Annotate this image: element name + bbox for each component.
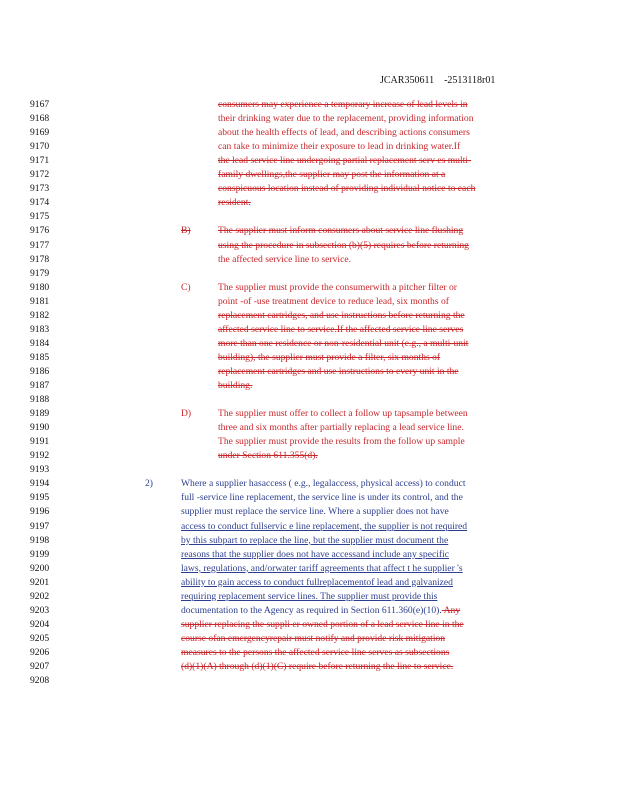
line-text xyxy=(218,337,468,351)
document-line xyxy=(0,140,618,154)
line-number: 9187 xyxy=(30,380,50,391)
line-number: 9169 xyxy=(30,127,50,139)
line-number: 9206 xyxy=(30,646,50,658)
line-number: 9174 xyxy=(30,197,50,209)
subsection-label: C) xyxy=(181,281,191,293)
line-number: 9179 xyxy=(30,267,50,279)
line-number: 9207 xyxy=(30,661,50,672)
line-number: 9188 xyxy=(30,394,50,406)
document-line xyxy=(0,660,618,674)
line-text xyxy=(181,618,464,632)
line-text-segment: the affected service line to service. xyxy=(218,253,352,265)
document-line xyxy=(0,674,618,688)
document-line xyxy=(0,267,618,281)
line-text xyxy=(218,112,474,126)
line-number: 9199 xyxy=(30,548,50,560)
line-text xyxy=(181,520,467,534)
line-number: 9178 xyxy=(30,253,50,265)
line-number: 9202 xyxy=(30,590,50,602)
line-text-segment: measures to the persons the affected service line serves as subsections xyxy=(181,646,450,658)
line-text-segment: replacement cartridges, and use instructions before returning the xyxy=(218,309,465,321)
line-text xyxy=(218,126,470,140)
line-number: 9176 xyxy=(30,225,50,237)
line-text-segment: by this subpart to replace the line, but the supplier must document the xyxy=(181,534,449,546)
line-number: 9175 xyxy=(30,211,50,223)
document-line xyxy=(0,281,618,295)
line-text xyxy=(218,449,318,463)
document-line xyxy=(0,534,618,548)
document-line xyxy=(0,253,618,267)
line-text-segment: can take to minimize their exposure to lead in drinking water.If xyxy=(218,141,461,153)
document-line xyxy=(0,421,618,435)
line-text xyxy=(218,239,469,253)
document-line xyxy=(0,435,618,449)
line-text-segment: affected service line to service.If the affected service line serves xyxy=(218,323,464,335)
line-text xyxy=(218,407,468,421)
line-text xyxy=(181,590,437,604)
line-text-segment: documentation to the Agency as required in Section 611.360(e)(10). xyxy=(181,604,442,616)
line-text-segment: building. xyxy=(218,380,253,391)
line-text-segment: requiring replacement service lines. The supplier must provide this xyxy=(181,590,438,602)
line-number: 9168 xyxy=(30,113,50,125)
line-text-segment: Where a supplier hasaccess ( e.g., legalaccess, physical access) to conduct xyxy=(181,478,466,490)
line-text xyxy=(181,562,463,576)
document-line xyxy=(0,576,618,590)
document-line xyxy=(0,337,618,351)
line-text-segment: conspicuous location instead of providing individual notice to each xyxy=(218,183,476,195)
line-number: 9200 xyxy=(30,562,50,574)
document-line xyxy=(0,407,618,421)
line-number: 9181 xyxy=(30,295,50,307)
document-line xyxy=(0,295,618,309)
line-text xyxy=(181,477,466,491)
document-line xyxy=(0,562,618,576)
line-text-segment: under Section 611.355(d). xyxy=(218,450,318,462)
document-line xyxy=(0,646,618,660)
line-text-segment: The supplier must provide the consumerwith a pitcher filter or xyxy=(218,281,457,293)
line-text xyxy=(218,281,457,295)
line-text-segment: point -of -use treatment device to reduce lead, six months of xyxy=(218,295,449,307)
line-number: 9196 xyxy=(30,506,50,518)
document-line xyxy=(0,112,618,126)
line-text-segment: their drinking water due to the replacement, providing information xyxy=(218,113,474,125)
document-line xyxy=(0,520,618,534)
document-header: JCAR350611 -2513118r01 xyxy=(380,75,496,86)
document-line xyxy=(0,463,618,477)
line-text-segment: access to conduct fullservic e line replacement, the supplier is not required xyxy=(181,520,468,532)
line-text xyxy=(218,295,449,309)
document-line xyxy=(0,224,618,238)
line-number: 9204 xyxy=(30,618,50,630)
document-line xyxy=(0,98,618,112)
line-text xyxy=(181,660,453,674)
line-text-segment: three and six months after partially replacing a lead service line. xyxy=(218,422,464,434)
line-number: 9167 xyxy=(30,99,50,110)
line-number: 9180 xyxy=(30,281,50,293)
line-text xyxy=(218,140,460,154)
line-text-segment: The supplier must inform consumers about service line flushing xyxy=(218,225,464,237)
line-text-segment: ability to gain access to conduct fullreplacementof lead and galvanized xyxy=(181,576,453,588)
line-number: 9194 xyxy=(30,478,50,490)
line-text xyxy=(181,604,460,618)
line-number: 9183 xyxy=(30,323,50,335)
line-text xyxy=(181,491,463,505)
line-number: 9173 xyxy=(30,183,50,195)
line-text xyxy=(181,548,449,562)
line-text xyxy=(218,365,459,379)
document-line xyxy=(0,590,618,604)
line-text-segment: the lead service line undergoing partial replacement serv es multi- xyxy=(218,155,472,167)
document-line xyxy=(0,182,618,196)
document-line xyxy=(0,323,618,337)
document-line xyxy=(0,548,618,562)
line-number: 9192 xyxy=(30,450,50,462)
document-line xyxy=(0,196,618,210)
line-text-segment: about the health effects of lead, and describing actions consumers xyxy=(218,127,470,139)
document-line xyxy=(0,126,618,140)
line-text xyxy=(218,182,475,196)
line-text xyxy=(218,154,471,168)
line-text xyxy=(218,351,440,365)
document-line xyxy=(0,393,618,407)
document-line xyxy=(0,477,618,491)
document-line xyxy=(0,379,618,393)
line-text xyxy=(181,534,448,548)
line-number: 9177 xyxy=(30,239,50,251)
line-text xyxy=(218,224,463,238)
line-text xyxy=(218,253,351,267)
document-line xyxy=(0,365,618,379)
line-text-segment: reasons that the supplier does not have accessand include any specific xyxy=(181,548,449,560)
line-text-segment: consumers may experience a temporary increase of lead levels in xyxy=(218,99,468,110)
line-number: 9208 xyxy=(30,675,50,687)
line-number: 9171 xyxy=(30,155,50,167)
document-line xyxy=(0,632,618,646)
document-line xyxy=(0,168,618,182)
line-text-segment: supplier must replace the service line. Where a supplier does not have xyxy=(181,506,449,518)
line-text xyxy=(181,505,449,519)
line-text xyxy=(218,435,465,449)
line-text-segment: resident. xyxy=(218,197,251,209)
document-line xyxy=(0,491,618,505)
line-text-segment: full -service line replacement, the service line is under its control, and the xyxy=(181,492,463,504)
line-number: 9193 xyxy=(30,464,50,476)
line-number: 9186 xyxy=(30,365,50,377)
line-text-segment: building), the supplier must provide a filter, six months of xyxy=(218,351,441,363)
line-number: 9185 xyxy=(30,351,50,363)
line-text xyxy=(218,379,252,393)
line-number: 9191 xyxy=(30,436,50,448)
line-text xyxy=(218,323,463,337)
line-text-segment: (d)(1)(A) through (d)(1)(C) require before returning the line to service. xyxy=(181,661,454,672)
subsection-label: B) xyxy=(181,225,191,237)
line-text-segment: The supplier must provide the results from the follow up sample xyxy=(218,436,465,448)
subsection-label: 2) xyxy=(145,478,153,490)
document-line xyxy=(0,351,618,365)
line-text-segment: The supplier must offer to collect a follow up tapsample between xyxy=(218,408,468,420)
subsection-label: D) xyxy=(181,408,192,420)
document-line xyxy=(0,604,618,618)
line-number: 9203 xyxy=(30,604,50,616)
document-line xyxy=(0,154,618,168)
line-text xyxy=(181,646,449,660)
line-text xyxy=(218,196,251,210)
line-number: 9205 xyxy=(30,632,50,644)
document-line xyxy=(0,309,618,323)
line-number: 9170 xyxy=(30,141,50,153)
line-number: 9195 xyxy=(30,492,50,504)
line-text-segment: family dwellings,the supplier may post the information at a xyxy=(218,169,446,181)
line-text xyxy=(181,632,445,646)
line-text-segment: Any xyxy=(441,604,461,616)
line-text-segment: supplier replacing the suppli er owned portion of a lead service line in the xyxy=(181,618,464,630)
line-number: 9182 xyxy=(30,309,50,321)
line-text-segment: more than one residence or non-residential unit (e.g., a multi-unit xyxy=(218,337,469,349)
line-text xyxy=(218,421,464,435)
line-number: 9197 xyxy=(30,520,50,532)
line-number: 9172 xyxy=(30,169,50,181)
line-number: 9201 xyxy=(30,576,50,588)
document-line xyxy=(0,449,618,463)
line-text xyxy=(218,168,445,182)
line-number: 9190 xyxy=(30,422,50,434)
document-line xyxy=(0,618,618,632)
line-text xyxy=(218,98,468,112)
line-text xyxy=(218,309,465,323)
document-line xyxy=(0,505,618,519)
line-text-segment: replacement cartridges and use instructions to every unit in the xyxy=(218,365,459,377)
line-number: 9189 xyxy=(30,408,50,420)
line-text-segment: using the procedure in subsection (b)(5) requires before returning xyxy=(218,239,469,251)
line-text xyxy=(181,576,453,590)
line-number: 9184 xyxy=(30,337,50,349)
line-number: 9198 xyxy=(30,534,50,546)
line-text-segment: course ofan emergencyrepair must notify and provide risk mitigation xyxy=(181,632,446,644)
document-line xyxy=(0,239,618,253)
document-line xyxy=(0,210,618,224)
line-text-segment: laws, regulations, and/orwater tariff agreements that affect t he supplier 's xyxy=(181,562,463,574)
